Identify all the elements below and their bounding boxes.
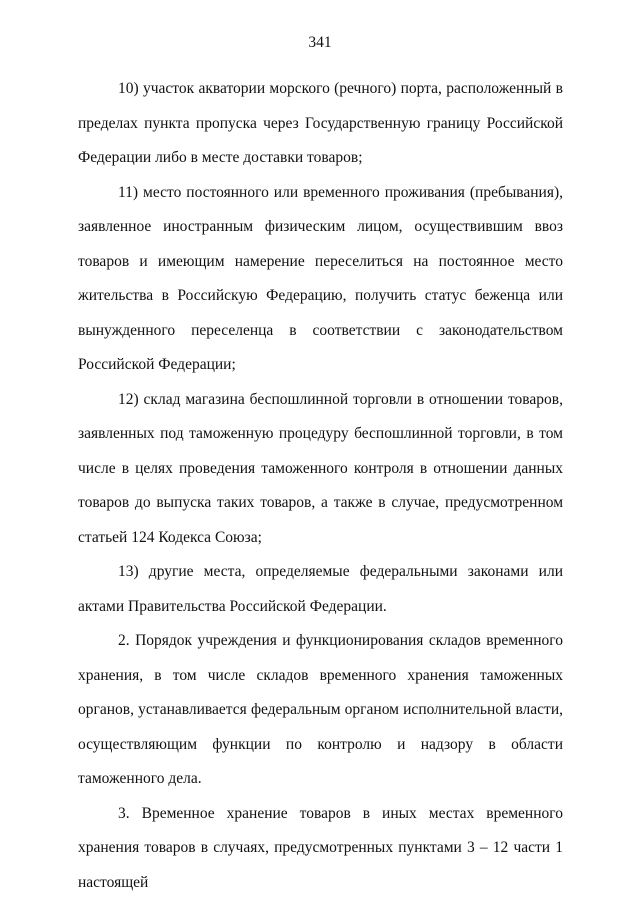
paragraph-section-3: 3. Временное хранение товаров в иных местах временного хранения товаров в случаях, предусмотренных пунктами 3 – 12 части 1 настоящей (78, 804, 563, 891)
paragraph-item-13: 13) другие места, определяемые федеральными законами или актами Правительства Российской Федерации. (78, 563, 563, 615)
paragraph-item-10: 10) участок акватории морского (речного) порта, расположенный в пределах пункта пропуска через Государственную границу Российской Федерации либо в месте доставки товаров; (78, 80, 563, 166)
paragraph-section-2: 2. Порядок учреждения и функционирования складов временного хранения, в том числе складов временного хранения таможенных органов, устанавливается федеральным органом исполнительной власти, осуществляющим функции по контролю и надзору в области таможенного дела. (78, 632, 563, 787)
document-body (78, 72, 563, 900)
page-number: 341 (308, 34, 332, 51)
paragraph-item-11: 11) место постоянного или временного проживания (пребывания), заявленное иностранным физическим лицом, осуществившим ввоз товаров и имеющим намерение переселиться на постоянное место жительства в Российскую Федерацию, получить статус беженца или вынужденного переселенца в соответствии с законодательством Российской Федерации; (78, 183, 563, 373)
paragraph-item-12: 12) склад магазина беспошлинной торговли в отношении товаров, заявленных под таможенную процедуру беспошлинной торговли, в том числе в целях проведения таможенного контроля в отношении данных товаров до выпуска таких товаров, а также в случае, предусмотренном статьей 124 Кодекса Союза; (78, 390, 563, 546)
